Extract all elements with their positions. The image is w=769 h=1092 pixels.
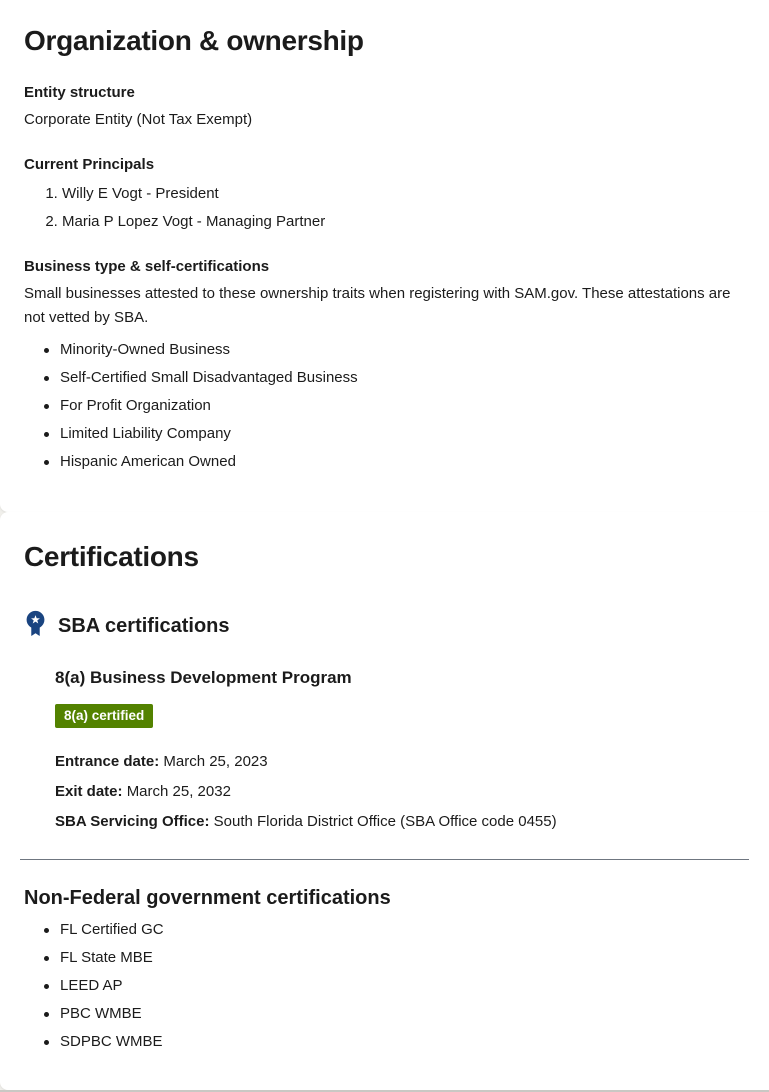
- business-type-item: Limited Liability Company: [48, 424, 745, 444]
- section-divider: [20, 859, 749, 860]
- organization-ownership-card: [0, 0, 769, 512]
- non-federal-cert-item: FL Certified GC: [48, 920, 745, 940]
- current-principals-list: [24, 183, 745, 232]
- entity-structure-value: Corporate Entity (Not Tax Exempt): [24, 111, 253, 128]
- non-federal-cert-item: LEED AP: [48, 976, 745, 996]
- business-type-list: [24, 340, 745, 472]
- sba-certifications-header: [24, 610, 745, 641]
- business-type-item: Hispanic American Owned: [48, 452, 745, 472]
- non-federal-cert-item: PBC WMBE: [48, 1004, 745, 1024]
- business-type-description: Small businesses attested to these ownership traits when registering with SAM.gov. These attestations are not vetted by SBA.: [24, 285, 731, 326]
- non-federal-cert-item: FL State MBE: [48, 948, 745, 968]
- sba-certifications-heading: SBA certifications: [58, 614, 230, 637]
- exit-date-row: [55, 782, 745, 802]
- program-name: 8(a) Business Development Program: [55, 668, 352, 687]
- organization-ownership-title: Organization & ownership: [24, 25, 364, 56]
- certifications-card: [0, 512, 769, 1090]
- business-type-item: For Profit Organization: [48, 396, 745, 416]
- principal-item: 2. Maria P Lopez Vogt - Managing Partner: [62, 211, 745, 232]
- principal-item: 1. Willy E Vogt - President: [62, 183, 745, 204]
- sba-program-block: [55, 667, 745, 832]
- program-details: [55, 752, 745, 832]
- exit-date-value: March 25, 2032: [126, 783, 231, 800]
- entity-structure-label: Entity structure: [24, 84, 135, 101]
- entrance-date-row: [55, 752, 745, 772]
- business-type-item: Self-Certified Small Disadvantaged Business: [48, 368, 745, 388]
- non-federal-certifications-heading: Non-Federal government certifications: [24, 887, 391, 909]
- non-federal-cert-item: SDPBC WMBE: [48, 1032, 745, 1052]
- current-principals-label: Current Principals: [24, 156, 155, 173]
- non-federal-certifications-list: [24, 920, 745, 1052]
- certified-status-badge: 8(a) certified: [55, 704, 153, 728]
- servicing-office-value: South Florida District Office (SBA Office code 0455): [213, 813, 557, 830]
- award-ribbon-icon: [24, 610, 47, 641]
- servicing-office-label: SBA Servicing Office:: [55, 813, 210, 830]
- entrance-date-value: March 25, 2023: [163, 753, 268, 770]
- entrance-date-label: Entrance date:: [55, 753, 160, 770]
- certifications-title: Certifications: [24, 541, 199, 572]
- exit-date-label: Exit date:: [55, 783, 123, 800]
- business-type-item: Minority-Owned Business: [48, 340, 745, 360]
- business-type-label: Business type & self-certifications: [24, 258, 270, 275]
- servicing-office-row: [55, 812, 745, 832]
